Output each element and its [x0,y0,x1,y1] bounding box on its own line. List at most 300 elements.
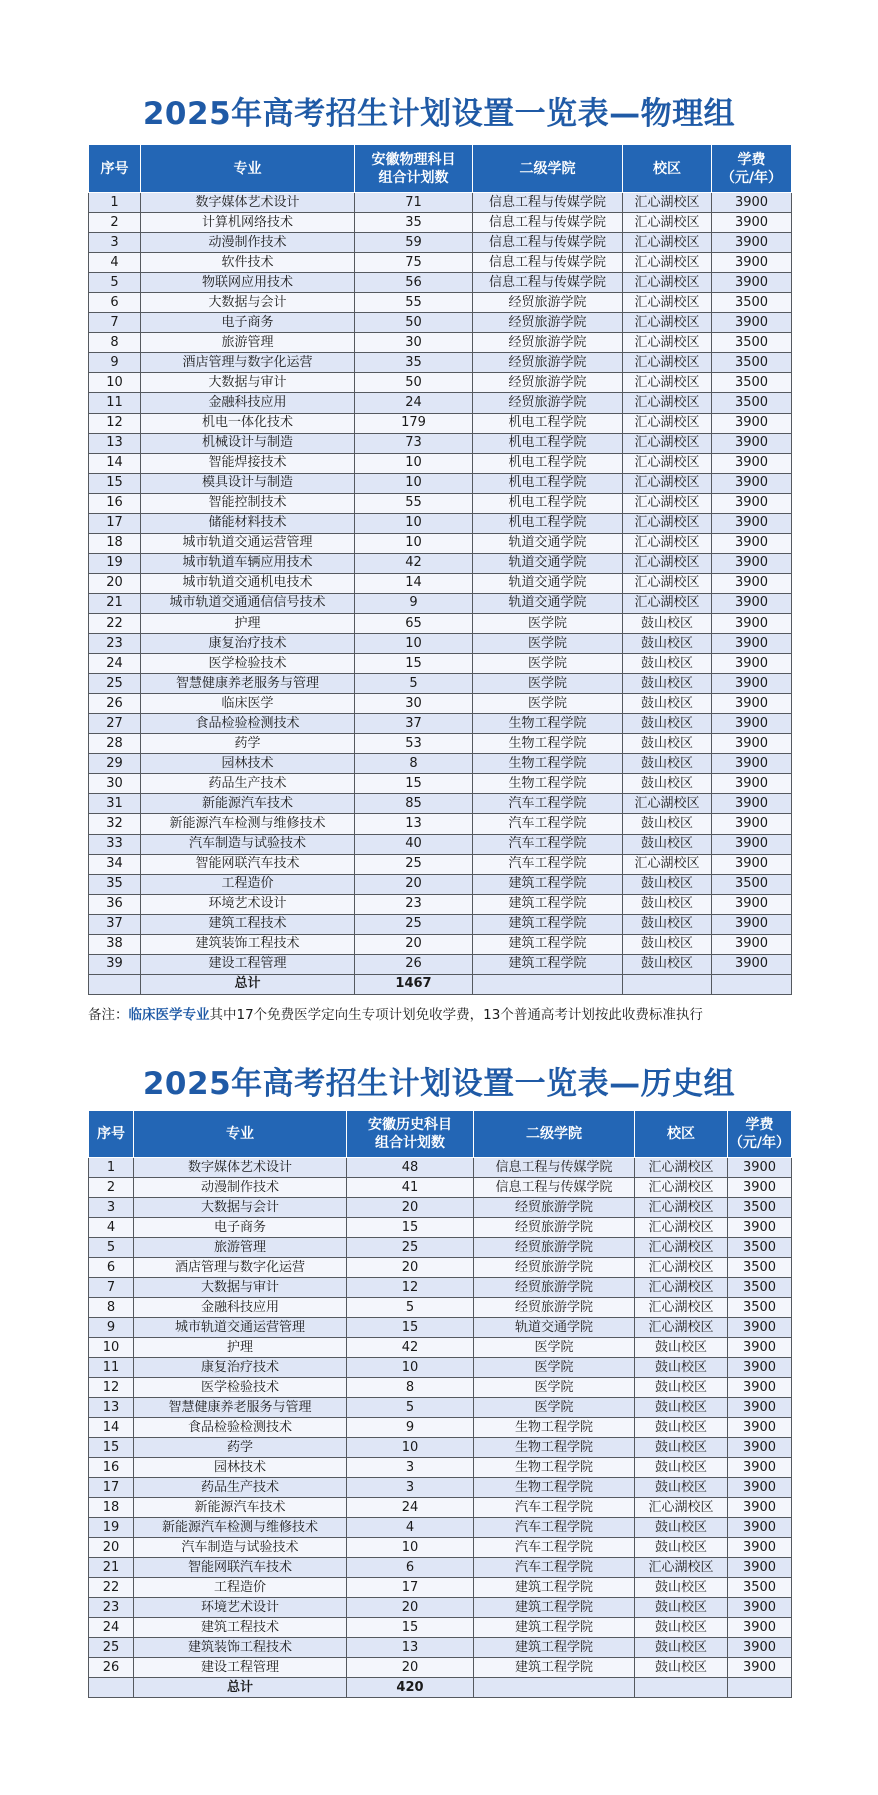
header-plan-count [347,1111,474,1158]
cell-fee: 3900 [712,754,792,774]
table-row [89,1478,792,1498]
cell-plan-count: 12 [347,1278,474,1298]
cell-fee: 3900 [712,573,792,593]
cell-major: 电子商务 [141,313,355,333]
cell-plan-count: 15 [355,654,473,674]
table-row [89,674,792,694]
cell-campus: 汇心湖校区 [623,313,712,333]
cell-campus: 鼓山校区 [623,754,712,774]
cell-plan-count: 20 [355,874,473,894]
table-row [89,854,792,874]
cell-campus: 鼓山校区 [635,1458,728,1478]
cell-plan-count: 5 [347,1298,474,1318]
cell-campus: 汇心湖校区 [623,593,712,613]
table-row [89,1238,792,1258]
total-row [89,974,792,994]
cell-campus: 鼓山校区 [635,1378,728,1398]
cell-major: 城市轨道车辆应用技术 [141,553,355,573]
cell-fee: 3900 [712,734,792,754]
cell-no: 29 [89,754,141,774]
cell-campus: 鼓山校区 [635,1418,728,1438]
cell-plan-count: 50 [355,373,473,393]
cell-plan-count: 10 [355,453,473,473]
cell-no: 3 [89,233,141,253]
cell-plan-count: 10 [347,1438,474,1458]
total-empty-cell [474,1678,635,1698]
cell-plan-count: 24 [347,1498,474,1518]
cell-campus: 汇心湖校区 [623,353,712,373]
table-row [89,453,792,473]
table-row [89,694,792,714]
cell-major: 建设工程管理 [134,1658,347,1678]
cell-fee: 3900 [728,1378,792,1398]
cell-college: 经贸旅游学院 [473,353,623,373]
cell-fee: 3900 [728,1438,792,1458]
cell-major: 大数据与审计 [134,1278,347,1298]
cell-campus: 鼓山校区 [623,674,712,694]
cell-no: 10 [89,373,141,393]
cell-college: 医学院 [473,654,623,674]
cell-plan-count: 14 [355,573,473,593]
cell-campus: 汇心湖校区 [635,1298,728,1318]
total-label: 总计 [134,1678,347,1698]
cell-fee: 3900 [712,213,792,233]
cell-campus: 鼓山校区 [623,654,712,674]
cell-major: 医学检验技术 [134,1378,347,1398]
cell-campus: 鼓山校区 [623,694,712,714]
cell-campus: 汇心湖校区 [635,1158,728,1178]
cell-plan-count: 20 [347,1658,474,1678]
cell-no: 22 [89,613,141,633]
cell-plan-count: 37 [355,714,473,734]
cell-plan-count: 15 [347,1318,474,1338]
cell-major: 园林技术 [134,1458,347,1478]
cell-campus: 汇心湖校区 [623,573,712,593]
header-plan-line1: 安徽历史科目 [368,1117,452,1133]
cell-plan-count: 15 [355,774,473,794]
footnote-highlight: 临床医学专业 [128,1007,210,1023]
table-row [89,1398,792,1418]
cell-plan-count: 10 [355,473,473,493]
cell-major: 电子商务 [134,1218,347,1238]
cell-major: 动漫制作技术 [134,1178,347,1198]
cell-major: 园林技术 [141,754,355,774]
table-row [89,714,792,734]
cell-college: 机电工程学院 [473,453,623,473]
cell-no: 7 [89,313,141,333]
cell-plan-count: 3 [347,1478,474,1498]
header-no: 序号 [89,1111,134,1158]
footnote-prefix: 备注： [88,1007,129,1023]
cell-fee: 3900 [712,433,792,453]
header-fee [712,145,792,193]
cell-fee: 3900 [712,774,792,794]
cell-campus: 鼓山校区 [623,934,712,954]
cell-campus: 汇心湖校区 [635,1218,728,1238]
cell-major: 城市轨道交通运营管理 [134,1318,347,1338]
cell-college: 经贸旅游学院 [473,373,623,393]
cell-college: 建筑工程学院 [474,1578,635,1598]
cell-plan-count: 55 [355,493,473,513]
table-row [89,213,792,233]
cell-college: 机电工程学院 [473,513,623,533]
cell-no: 14 [89,1418,134,1438]
cell-no: 23 [89,634,141,654]
cell-college: 经贸旅游学院 [474,1198,635,1218]
history-table-body [89,1158,792,1678]
table-row [89,333,792,353]
cell-fee: 3900 [728,1158,792,1178]
cell-campus: 汇心湖校区 [623,393,712,413]
cell-major: 大数据与会计 [134,1198,347,1218]
cell-major: 食品检验检测技术 [134,1418,347,1438]
cell-plan-count: 35 [355,353,473,373]
history-table-title: 2025年高考招生计划设置一览表—历史组 [142,1066,736,1102]
cell-campus: 汇心湖校区 [623,413,712,433]
cell-no: 14 [89,453,141,473]
cell-major: 食品检验检测技术 [141,714,355,734]
cell-no: 21 [89,1558,134,1578]
cell-major: 动漫制作技术 [141,233,355,253]
table-row [89,634,792,654]
cell-campus: 汇心湖校区 [623,493,712,513]
cell-college: 信息工程与传媒学院 [473,273,623,293]
header-fee-line2: （元/年） [728,1135,791,1151]
cell-plan-count: 4 [347,1518,474,1538]
cell-college: 经贸旅游学院 [474,1278,635,1298]
cell-campus: 鼓山校区 [623,954,712,974]
cell-no: 12 [89,413,141,433]
cell-plan-count: 10 [355,513,473,533]
cell-campus: 汇心湖校区 [623,253,712,273]
table-row [89,553,792,573]
table-row [89,1538,792,1558]
table-row [89,934,792,954]
cell-no: 33 [89,834,141,854]
cell-major: 药品生产技术 [134,1478,347,1498]
cell-campus: 鼓山校区 [635,1638,728,1658]
cell-college: 信息工程与传媒学院 [474,1158,635,1178]
table-row [89,513,792,533]
cell-plan-count: 25 [347,1238,474,1258]
cell-fee: 3900 [712,854,792,874]
cell-college: 医学院 [474,1378,635,1398]
cell-college: 汽车工程学院 [474,1498,635,1518]
cell-plan-count: 10 [355,634,473,654]
cell-no: 5 [89,273,141,293]
table-row [89,1358,792,1378]
cell-fee: 3900 [712,413,792,433]
cell-fee: 3900 [728,1178,792,1198]
cell-no: 5 [89,1238,134,1258]
cell-fee: 3900 [728,1558,792,1578]
cell-college: 建筑工程学院 [473,894,623,914]
cell-major: 药学 [141,734,355,754]
cell-plan-count: 48 [347,1158,474,1178]
cell-no: 24 [89,654,141,674]
cell-campus: 鼓山校区 [623,814,712,834]
table-row [89,1558,792,1578]
cell-college: 医学院 [474,1358,635,1378]
cell-college: 机电工程学院 [473,413,623,433]
table-row [89,593,792,613]
cell-no: 16 [89,1458,134,1478]
cell-fee: 3900 [728,1218,792,1238]
cell-fee: 3900 [728,1318,792,1338]
cell-plan-count: 9 [355,593,473,613]
cell-no: 19 [89,553,141,573]
cell-no: 2 [89,213,141,233]
cell-fee: 3900 [728,1658,792,1678]
cell-major: 新能源汽车技术 [141,794,355,814]
footnote [88,1003,703,1023]
cell-plan-count: 15 [347,1218,474,1238]
cell-fee: 3900 [712,694,792,714]
cell-no: 11 [89,393,141,413]
cell-no: 15 [89,1438,134,1458]
table-row [89,533,792,553]
cell-major: 城市轨道交通机电技术 [141,573,355,593]
cell-plan-count: 8 [347,1378,474,1398]
cell-campus: 鼓山校区 [623,613,712,633]
cell-college: 经贸旅游学院 [474,1298,635,1318]
cell-major: 康复治疗技术 [134,1358,347,1378]
cell-no: 16 [89,493,141,513]
cell-fee: 3900 [712,794,792,814]
cell-no: 11 [89,1358,134,1378]
header-fee-line1: 学费 [745,1117,774,1133]
cell-no: 34 [89,854,141,874]
cell-no: 9 [89,1318,134,1338]
cell-campus: 汇心湖校区 [623,794,712,814]
cell-fee: 3500 [712,333,792,353]
cell-fee: 3900 [712,273,792,293]
cell-no: 4 [89,253,141,273]
cell-fee: 3900 [728,1338,792,1358]
cell-fee: 3500 [728,1258,792,1278]
cell-college: 机电工程学院 [473,433,623,453]
cell-college: 建筑工程学院 [474,1638,635,1658]
total-empty-cell [712,974,792,994]
cell-plan-count: 9 [347,1418,474,1438]
cell-no: 6 [89,293,141,313]
cell-college: 生物工程学院 [474,1418,635,1438]
table-row [89,814,792,834]
cell-major: 汽车制造与试验技术 [141,834,355,854]
table-row [89,1318,792,1338]
cell-no: 36 [89,894,141,914]
cell-campus: 鼓山校区 [635,1398,728,1418]
cell-plan-count: 23 [355,894,473,914]
cell-major: 护理 [141,613,355,633]
total-row [89,1678,792,1698]
cell-major: 酒店管理与数字化运营 [141,353,355,373]
cell-fee: 3900 [728,1398,792,1418]
cell-plan-count: 42 [347,1338,474,1358]
cell-plan-count: 17 [347,1578,474,1598]
cell-fee: 3500 [712,373,792,393]
cell-plan-count: 24 [355,393,473,413]
table-header-row [89,145,792,193]
cell-plan-count: 5 [347,1398,474,1418]
cell-plan-count: 65 [355,613,473,633]
cell-plan-count: 73 [355,433,473,453]
cell-campus: 汇心湖校区 [635,1498,728,1518]
cell-no: 18 [89,533,141,553]
cell-major: 酒店管理与数字化运营 [134,1258,347,1278]
cell-no: 23 [89,1598,134,1618]
cell-campus: 汇心湖校区 [623,213,712,233]
header-college: 二级学院 [473,145,623,193]
cell-campus: 汇心湖校区 [623,273,712,293]
cell-college: 医学院 [473,613,623,633]
cell-major: 大数据与会计 [141,293,355,313]
cell-no: 25 [89,1638,134,1658]
cell-college: 生物工程学院 [474,1458,635,1478]
cell-college: 医学院 [473,634,623,654]
history-plan-table [88,1110,792,1698]
cell-fee: 3900 [728,1358,792,1378]
cell-plan-count: 40 [355,834,473,854]
cell-college: 经贸旅游学院 [473,333,623,353]
cell-college: 汽车工程学院 [474,1538,635,1558]
cell-campus: 汇心湖校区 [635,1558,728,1578]
cell-major: 药学 [134,1438,347,1458]
total-empty-cell [728,1678,792,1698]
cell-fee: 3900 [712,453,792,473]
cell-major: 环境艺术设计 [134,1598,347,1618]
cell-plan-count: 10 [355,533,473,553]
table-row [89,253,792,273]
cell-plan-count: 179 [355,413,473,433]
header-fee [728,1111,792,1158]
cell-no: 13 [89,1398,134,1418]
cell-plan-count: 15 [347,1618,474,1638]
total-empty-cell [623,974,712,994]
cell-college: 生物工程学院 [473,774,623,794]
cell-college: 经贸旅游学院 [474,1238,635,1258]
cell-campus: 鼓山校区 [623,914,712,934]
table-row [89,413,792,433]
cell-fee: 3500 [712,874,792,894]
cell-fee: 3900 [728,1458,792,1478]
cell-major: 计算机网络技术 [141,213,355,233]
cell-no: 18 [89,1498,134,1518]
cell-no: 8 [89,1298,134,1318]
cell-plan-count: 13 [347,1638,474,1658]
cell-major: 康复治疗技术 [141,634,355,654]
cell-no: 25 [89,674,141,694]
cell-college: 生物工程学院 [473,734,623,754]
table-row [89,433,792,453]
total-label: 总计 [141,974,355,994]
header-fee-line2: （元/年） [720,169,783,186]
header-campus: 校区 [635,1111,728,1158]
header-no: 序号 [89,145,141,193]
cell-plan-count: 50 [355,313,473,333]
cell-no: 26 [89,694,141,714]
cell-plan-count: 71 [355,193,473,213]
cell-major: 大数据与审计 [141,373,355,393]
cell-college: 信息工程与传媒学院 [473,193,623,213]
cell-fee: 3900 [728,1498,792,1518]
table-row [89,1338,792,1358]
cell-major: 药品生产技术 [141,774,355,794]
cell-no: 7 [89,1278,134,1298]
cell-no: 13 [89,433,141,453]
footnote-text: 其中17个免费医学定向生专项计划免收学费，13个普通高考计划按此收费标准执行 [209,1007,703,1023]
cell-plan-count: 13 [355,814,473,834]
table-row [89,293,792,313]
table-row [89,1158,792,1178]
cell-fee: 3900 [728,1418,792,1438]
cell-fee: 3500 [728,1198,792,1218]
total-no-cell [89,1678,134,1698]
table-row [89,1198,792,1218]
cell-plan-count: 30 [355,333,473,353]
cell-plan-count: 75 [355,253,473,273]
table-row [89,1578,792,1598]
table-row [89,273,792,293]
cell-campus: 汇心湖校区 [623,293,712,313]
cell-plan-count: 8 [355,754,473,774]
cell-no: 30 [89,774,141,794]
cell-plan-count: 25 [355,914,473,934]
cell-fee: 3900 [712,233,792,253]
cell-fee: 3900 [712,634,792,654]
cell-no: 26 [89,1658,134,1678]
cell-college: 医学院 [474,1398,635,1418]
cell-no: 39 [89,954,141,974]
cell-plan-count: 26 [355,954,473,974]
table-row [89,1658,792,1678]
cell-fee: 3900 [712,533,792,553]
cell-college: 生物工程学院 [473,754,623,774]
cell-fee: 3900 [712,674,792,694]
cell-plan-count: 56 [355,273,473,293]
total-empty-cell [635,1678,728,1698]
cell-campus: 鼓山校区 [623,834,712,854]
cell-campus: 汇心湖校区 [623,533,712,553]
cell-campus: 鼓山校区 [623,874,712,894]
cell-fee: 3500 [728,1278,792,1298]
cell-college: 信息工程与传媒学院 [473,253,623,273]
cell-college: 生物工程学院 [473,714,623,734]
cell-no: 3 [89,1198,134,1218]
cell-campus: 鼓山校区 [635,1438,728,1458]
table-row [89,1258,792,1278]
cell-fee: 3900 [728,1518,792,1538]
cell-major: 汽车制造与试验技术 [134,1538,347,1558]
cell-major: 工程造价 [134,1578,347,1598]
cell-fee: 3500 [712,293,792,313]
cell-plan-count: 53 [355,734,473,754]
cell-major: 智能焊接技术 [141,453,355,473]
table-row [89,1598,792,1618]
cell-college: 信息工程与传媒学院 [474,1178,635,1198]
cell-major: 储能材料技术 [141,513,355,533]
cell-major: 工程造价 [141,874,355,894]
table-row [89,1498,792,1518]
cell-major: 环境艺术设计 [141,894,355,914]
cell-major: 建筑工程技术 [134,1618,347,1638]
cell-no: 10 [89,1338,134,1358]
cell-campus: 汇心湖校区 [623,193,712,213]
header-plan-line2: 组合计划数 [375,1135,445,1151]
physics-table-title: 2025年高考招生计划设置一览表—物理组 [142,96,736,132]
cell-college: 建筑工程学院 [473,934,623,954]
table-row [89,373,792,393]
